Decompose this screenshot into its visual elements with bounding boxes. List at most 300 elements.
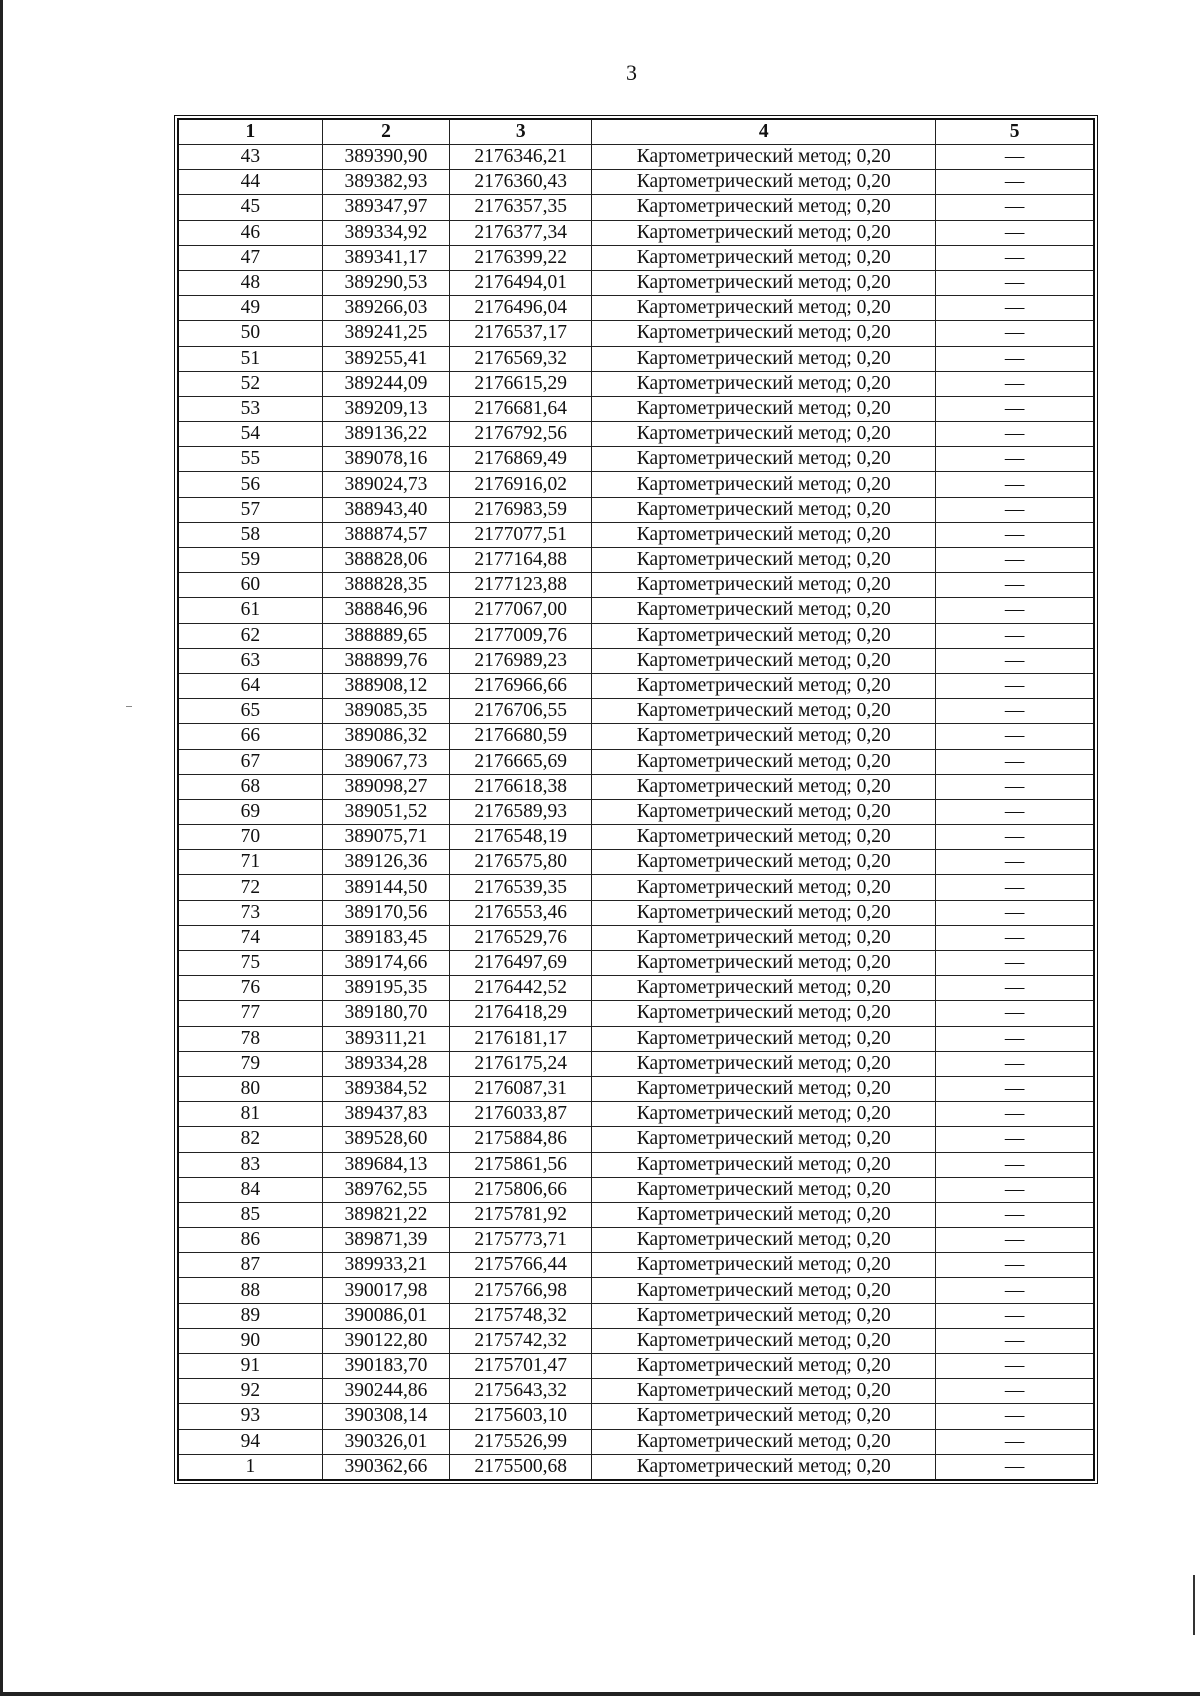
method-accuracy-cell: Картометрический метод; 0,20 — [592, 1253, 936, 1278]
x-coordinate-cell: 389311,21 — [322, 1026, 449, 1051]
y-coordinate-cell: 2177077,51 — [450, 522, 592, 547]
method-accuracy-cell: Картометрический метод; 0,20 — [592, 321, 936, 346]
note-cell: — — [936, 1202, 1094, 1227]
note-cell: — — [936, 1001, 1094, 1026]
x-coordinate-cell: 388874,57 — [322, 522, 449, 547]
x-coordinate-cell: 390326,01 — [322, 1429, 449, 1454]
y-coordinate-cell: 2176916,02 — [450, 472, 592, 497]
table-row — [178, 321, 1094, 346]
table-row — [178, 245, 1094, 270]
note-cell: — — [936, 623, 1094, 648]
note-cell: — — [936, 321, 1094, 346]
x-coordinate-cell: 389098,27 — [322, 774, 449, 799]
x-coordinate-cell: 389684,13 — [322, 1152, 449, 1177]
note-cell: — — [936, 170, 1094, 195]
note-cell: — — [936, 195, 1094, 220]
x-coordinate-cell: 389382,93 — [322, 170, 449, 195]
x-coordinate-cell: 389334,92 — [322, 220, 449, 245]
point-number-cell: 81 — [178, 1102, 322, 1127]
note-cell: — — [936, 346, 1094, 371]
x-coordinate-cell: 389126,36 — [322, 850, 449, 875]
point-number-cell: 57 — [178, 497, 322, 522]
table-row — [178, 371, 1094, 396]
y-coordinate-cell: 2176966,66 — [450, 673, 592, 698]
point-number-cell: 45 — [178, 195, 322, 220]
point-number-cell: 53 — [178, 396, 322, 421]
table-row — [178, 145, 1094, 170]
table-row — [178, 497, 1094, 522]
method-accuracy-cell: Картометрический метод; 0,20 — [592, 220, 936, 245]
point-number-cell: 78 — [178, 1026, 322, 1051]
table-row — [178, 573, 1094, 598]
y-coordinate-cell: 2176548,19 — [450, 825, 592, 850]
point-number-cell: 82 — [178, 1127, 322, 1152]
scan-artifact — [1193, 1575, 1195, 1635]
y-coordinate-cell: 2176033,87 — [450, 1102, 592, 1127]
table-row — [178, 396, 1094, 421]
x-coordinate-cell: 389347,97 — [322, 195, 449, 220]
scan-artifact-dot — [126, 706, 132, 707]
method-accuracy-cell: Картометрический метод; 0,20 — [592, 170, 936, 195]
table-row — [178, 1328, 1094, 1353]
table-row — [178, 925, 1094, 950]
x-coordinate-cell: 388889,65 — [322, 623, 449, 648]
method-accuracy-cell: Картометрический метод; 0,20 — [592, 145, 936, 170]
y-coordinate-cell: 2176442,52 — [450, 976, 592, 1001]
y-coordinate-cell: 2176181,17 — [450, 1026, 592, 1051]
table-row — [178, 1051, 1094, 1076]
note-cell: — — [936, 598, 1094, 623]
x-coordinate-cell: 389136,22 — [322, 422, 449, 447]
y-coordinate-cell: 2175748,32 — [450, 1303, 592, 1328]
table-row — [178, 1379, 1094, 1404]
column-header-4: 4 — [592, 119, 936, 145]
y-coordinate-cell: 2176399,22 — [450, 245, 592, 270]
x-coordinate-cell: 389437,83 — [322, 1102, 449, 1127]
note-cell: — — [936, 548, 1094, 573]
point-number-cell: 56 — [178, 472, 322, 497]
point-number-cell: 70 — [178, 825, 322, 850]
method-accuracy-cell: Картометрический метод; 0,20 — [592, 472, 936, 497]
table-row — [178, 850, 1094, 875]
table-row — [178, 749, 1094, 774]
x-coordinate-cell: 389209,13 — [322, 396, 449, 421]
point-number-cell: 77 — [178, 1001, 322, 1026]
y-coordinate-cell: 2176496,04 — [450, 296, 592, 321]
method-accuracy-cell: Картометрический метод; 0,20 — [592, 749, 936, 774]
y-coordinate-cell: 2175861,56 — [450, 1152, 592, 1177]
coordinates-table-frame — [174, 115, 1098, 1484]
table-row — [178, 1001, 1094, 1026]
point-number-cell: 86 — [178, 1228, 322, 1253]
x-coordinate-cell: 389174,66 — [322, 951, 449, 976]
note-cell: — — [936, 825, 1094, 850]
note-cell: — — [936, 296, 1094, 321]
x-coordinate-cell: 389762,55 — [322, 1177, 449, 1202]
y-coordinate-cell: 2175766,44 — [450, 1253, 592, 1278]
point-number-cell: 94 — [178, 1429, 322, 1454]
point-number-cell: 76 — [178, 976, 322, 1001]
point-number-cell: 73 — [178, 900, 322, 925]
x-coordinate-cell: 389266,03 — [322, 296, 449, 321]
y-coordinate-cell: 2176575,80 — [450, 850, 592, 875]
method-accuracy-cell: Картометрический метод; 0,20 — [592, 1454, 936, 1480]
note-cell: — — [936, 447, 1094, 472]
method-accuracy-cell: Картометрический метод; 0,20 — [592, 875, 936, 900]
note-cell: — — [936, 1102, 1094, 1127]
method-accuracy-cell: Картометрический метод; 0,20 — [592, 1177, 936, 1202]
method-accuracy-cell: Картометрический метод; 0,20 — [592, 371, 936, 396]
point-number-cell: 89 — [178, 1303, 322, 1328]
point-number-cell: 63 — [178, 648, 322, 673]
method-accuracy-cell: Картометрический метод; 0,20 — [592, 1228, 936, 1253]
method-accuracy-cell: Картометрический метод; 0,20 — [592, 245, 936, 270]
table-row — [178, 522, 1094, 547]
note-cell: — — [936, 522, 1094, 547]
table-row — [178, 825, 1094, 850]
note-cell: — — [936, 673, 1094, 698]
point-number-cell: 52 — [178, 371, 322, 396]
point-number-cell: 59 — [178, 548, 322, 573]
method-accuracy-cell: Картометрический метод; 0,20 — [592, 422, 936, 447]
table-row — [178, 1303, 1094, 1328]
y-coordinate-cell: 2175701,47 — [450, 1354, 592, 1379]
note-cell: — — [936, 1454, 1094, 1480]
note-cell: — — [936, 976, 1094, 1001]
note-cell: — — [936, 699, 1094, 724]
y-coordinate-cell: 2176869,49 — [450, 447, 592, 472]
x-coordinate-cell: 389341,17 — [322, 245, 449, 270]
method-accuracy-cell: Картометрический метод; 0,20 — [592, 825, 936, 850]
method-accuracy-cell: Картометрический метод; 0,20 — [592, 1202, 936, 1227]
table-row — [178, 900, 1094, 925]
table-row — [178, 1152, 1094, 1177]
method-accuracy-cell: Картометрический метод; 0,20 — [592, 548, 936, 573]
note-cell: — — [936, 245, 1094, 270]
column-header-5: 5 — [936, 119, 1094, 145]
point-number-cell: 85 — [178, 1202, 322, 1227]
note-cell: — — [936, 371, 1094, 396]
point-number-cell: 88 — [178, 1278, 322, 1303]
y-coordinate-cell: 2176615,29 — [450, 371, 592, 396]
method-accuracy-cell: Картометрический метод; 0,20 — [592, 925, 936, 950]
y-coordinate-cell: 2176087,31 — [450, 1076, 592, 1101]
y-coordinate-cell: 2176680,59 — [450, 724, 592, 749]
table-row — [178, 195, 1094, 220]
x-coordinate-cell: 389144,50 — [322, 875, 449, 900]
table-row — [178, 270, 1094, 295]
method-accuracy-cell: Картометрический метод; 0,20 — [592, 850, 936, 875]
y-coordinate-cell: 2175643,32 — [450, 1379, 592, 1404]
table-header-row — [178, 119, 1094, 145]
x-coordinate-cell: 390017,98 — [322, 1278, 449, 1303]
x-coordinate-cell: 389384,52 — [322, 1076, 449, 1101]
point-number-cell: 51 — [178, 346, 322, 371]
method-accuracy-cell: Картометрический метод; 0,20 — [592, 396, 936, 421]
table-row — [178, 774, 1094, 799]
scan-edge-bottom — [0, 1692, 1200, 1696]
y-coordinate-cell: 2175806,66 — [450, 1177, 592, 1202]
note-cell: — — [936, 925, 1094, 950]
x-coordinate-cell: 389024,73 — [322, 472, 449, 497]
note-cell: — — [936, 1026, 1094, 1051]
x-coordinate-cell: 389180,70 — [322, 1001, 449, 1026]
y-coordinate-cell: 2176665,69 — [450, 749, 592, 774]
point-number-cell: 84 — [178, 1177, 322, 1202]
table-row — [178, 1102, 1094, 1127]
note-cell: — — [936, 1404, 1094, 1429]
note-cell: — — [936, 1152, 1094, 1177]
point-number-cell: 93 — [178, 1404, 322, 1429]
y-coordinate-cell: 2176553,46 — [450, 900, 592, 925]
point-number-cell: 91 — [178, 1354, 322, 1379]
column-header-1: 1 — [178, 119, 322, 145]
y-coordinate-cell: 2175884,86 — [450, 1127, 592, 1152]
method-accuracy-cell: Картометрический метод; 0,20 — [592, 1379, 936, 1404]
point-number-cell: 68 — [178, 774, 322, 799]
table-row — [178, 170, 1094, 195]
point-number-cell: 92 — [178, 1379, 322, 1404]
y-coordinate-cell: 2177164,88 — [450, 548, 592, 573]
y-coordinate-cell: 2176589,93 — [450, 799, 592, 824]
x-coordinate-cell: 389244,09 — [322, 371, 449, 396]
x-coordinate-cell: 389334,28 — [322, 1051, 449, 1076]
x-coordinate-cell: 389075,71 — [322, 825, 449, 850]
y-coordinate-cell: 2176346,21 — [450, 145, 592, 170]
table-row — [178, 296, 1094, 321]
table-row — [178, 1278, 1094, 1303]
point-number-cell: 80 — [178, 1076, 322, 1101]
x-coordinate-cell: 390308,14 — [322, 1404, 449, 1429]
point-number-cell: 83 — [178, 1152, 322, 1177]
method-accuracy-cell: Картометрический метод; 0,20 — [592, 447, 936, 472]
point-number-cell: 79 — [178, 1051, 322, 1076]
x-coordinate-cell: 389078,16 — [322, 447, 449, 472]
x-coordinate-cell: 389528,60 — [322, 1127, 449, 1152]
method-accuracy-cell: Картометрический метод; 0,20 — [592, 1152, 936, 1177]
note-cell: — — [936, 1379, 1094, 1404]
y-coordinate-cell: 2177067,00 — [450, 598, 592, 623]
method-accuracy-cell: Картометрический метод; 0,20 — [592, 1328, 936, 1353]
method-accuracy-cell: Картометрический метод; 0,20 — [592, 1404, 936, 1429]
method-accuracy-cell: Картометрический метод; 0,20 — [592, 1429, 936, 1454]
method-accuracy-cell: Картометрический метод; 0,20 — [592, 195, 936, 220]
coordinates-table — [177, 118, 1095, 1481]
y-coordinate-cell: 2176357,35 — [450, 195, 592, 220]
note-cell: — — [936, 573, 1094, 598]
point-number-cell: 50 — [178, 321, 322, 346]
table-body — [178, 145, 1094, 1480]
point-number-cell: 62 — [178, 623, 322, 648]
table-row — [178, 623, 1094, 648]
y-coordinate-cell: 2176494,01 — [450, 270, 592, 295]
x-coordinate-cell: 388828,35 — [322, 573, 449, 598]
point-number-cell: 64 — [178, 673, 322, 698]
y-coordinate-cell: 2176792,56 — [450, 422, 592, 447]
point-number-cell: 54 — [178, 422, 322, 447]
table-row — [178, 1127, 1094, 1152]
method-accuracy-cell: Картометрический метод; 0,20 — [592, 346, 936, 371]
y-coordinate-cell: 2176618,38 — [450, 774, 592, 799]
method-accuracy-cell: Картометрический метод; 0,20 — [592, 270, 936, 295]
method-accuracy-cell: Картометрический метод; 0,20 — [592, 573, 936, 598]
y-coordinate-cell: 2175781,92 — [450, 1202, 592, 1227]
method-accuracy-cell: Картометрический метод; 0,20 — [592, 522, 936, 547]
note-cell: — — [936, 1228, 1094, 1253]
note-cell: — — [936, 875, 1094, 900]
note-cell: — — [936, 1328, 1094, 1353]
method-accuracy-cell: Картометрический метод; 0,20 — [592, 1076, 936, 1101]
note-cell: — — [936, 422, 1094, 447]
table-row — [178, 1202, 1094, 1227]
table-row — [178, 875, 1094, 900]
point-number-cell: 58 — [178, 522, 322, 547]
x-coordinate-cell: 389290,53 — [322, 270, 449, 295]
y-coordinate-cell: 2176681,64 — [450, 396, 592, 421]
point-number-cell: 74 — [178, 925, 322, 950]
table-row — [178, 346, 1094, 371]
y-coordinate-cell: 2176497,69 — [450, 951, 592, 976]
method-accuracy-cell: Картометрический метод; 0,20 — [592, 951, 936, 976]
x-coordinate-cell: 389170,56 — [322, 900, 449, 925]
x-coordinate-cell: 388828,06 — [322, 548, 449, 573]
scan-edge-left — [0, 0, 3, 1696]
method-accuracy-cell: Картометрический метод; 0,20 — [592, 623, 936, 648]
y-coordinate-cell: 2175742,32 — [450, 1328, 592, 1353]
method-accuracy-cell: Картометрический метод; 0,20 — [592, 1354, 936, 1379]
point-number-cell: 49 — [178, 296, 322, 321]
note-cell: — — [936, 1354, 1094, 1379]
table-row — [178, 951, 1094, 976]
table-row — [178, 422, 1094, 447]
x-coordinate-cell: 389241,25 — [322, 321, 449, 346]
page-number: 3 — [626, 60, 637, 85]
point-number-cell: 46 — [178, 220, 322, 245]
y-coordinate-cell: 2176175,24 — [450, 1051, 592, 1076]
x-coordinate-cell: 388943,40 — [322, 497, 449, 522]
table-row — [178, 799, 1094, 824]
x-coordinate-cell: 390183,70 — [322, 1354, 449, 1379]
note-cell: — — [936, 648, 1094, 673]
column-header-2: 2 — [322, 119, 449, 145]
note-cell: — — [936, 1253, 1094, 1278]
point-number-cell: 44 — [178, 170, 322, 195]
note-cell: — — [936, 1076, 1094, 1101]
table-row — [178, 1354, 1094, 1379]
note-cell: — — [936, 270, 1094, 295]
y-coordinate-cell: 2176989,23 — [450, 648, 592, 673]
y-coordinate-cell: 2176983,59 — [450, 497, 592, 522]
x-coordinate-cell: 389183,45 — [322, 925, 449, 950]
table-row — [178, 1253, 1094, 1278]
method-accuracy-cell: Картометрический метод; 0,20 — [592, 900, 936, 925]
method-accuracy-cell: Картометрический метод; 0,20 — [592, 799, 936, 824]
note-cell: — — [936, 1051, 1094, 1076]
method-accuracy-cell: Картометрический метод; 0,20 — [592, 296, 936, 321]
y-coordinate-cell: 2175500,68 — [450, 1454, 592, 1480]
y-coordinate-cell: 2175603,10 — [450, 1404, 592, 1429]
point-number-cell: 90 — [178, 1328, 322, 1353]
table-row — [178, 699, 1094, 724]
point-number-cell: 72 — [178, 875, 322, 900]
table-row — [178, 548, 1094, 573]
table-row — [178, 1076, 1094, 1101]
method-accuracy-cell: Картометрический метод; 0,20 — [592, 1127, 936, 1152]
x-coordinate-cell: 389821,22 — [322, 1202, 449, 1227]
column-header-3: 3 — [450, 119, 592, 145]
note-cell: — — [936, 1127, 1094, 1152]
y-coordinate-cell: 2175526,99 — [450, 1429, 592, 1454]
table-row — [178, 1429, 1094, 1454]
table-row — [178, 220, 1094, 245]
note-cell: — — [936, 749, 1094, 774]
point-number-cell: 65 — [178, 699, 322, 724]
note-cell: — — [936, 472, 1094, 497]
table-row — [178, 1404, 1094, 1429]
x-coordinate-cell: 388908,12 — [322, 673, 449, 698]
x-coordinate-cell: 389195,35 — [322, 976, 449, 1001]
method-accuracy-cell: Картометрический метод; 0,20 — [592, 1102, 936, 1127]
point-number-cell: 87 — [178, 1253, 322, 1278]
point-number-cell: 55 — [178, 447, 322, 472]
point-number-cell: 69 — [178, 799, 322, 824]
y-coordinate-cell: 2177123,88 — [450, 573, 592, 598]
y-coordinate-cell: 2175766,98 — [450, 1278, 592, 1303]
table-row — [178, 724, 1094, 749]
method-accuracy-cell: Картометрический метод; 0,20 — [592, 1051, 936, 1076]
note-cell: — — [936, 799, 1094, 824]
point-number-cell: 48 — [178, 270, 322, 295]
point-number-cell: 61 — [178, 598, 322, 623]
y-coordinate-cell: 2176529,76 — [450, 925, 592, 950]
point-number-cell: 67 — [178, 749, 322, 774]
method-accuracy-cell: Картометрический метод; 0,20 — [592, 598, 936, 623]
table-row — [178, 1177, 1094, 1202]
note-cell: — — [936, 850, 1094, 875]
table-row — [178, 598, 1094, 623]
x-coordinate-cell: 388846,96 — [322, 598, 449, 623]
point-number-cell: 1 — [178, 1454, 322, 1480]
note-cell: — — [936, 396, 1094, 421]
y-coordinate-cell: 2176360,43 — [450, 170, 592, 195]
y-coordinate-cell: 2177009,76 — [450, 623, 592, 648]
point-number-cell: 66 — [178, 724, 322, 749]
y-coordinate-cell: 2176706,55 — [450, 699, 592, 724]
x-coordinate-cell: 390244,86 — [322, 1379, 449, 1404]
x-coordinate-cell: 389051,52 — [322, 799, 449, 824]
x-coordinate-cell: 389390,90 — [322, 145, 449, 170]
method-accuracy-cell: Картометрический метод; 0,20 — [592, 976, 936, 1001]
note-cell: — — [936, 900, 1094, 925]
y-coordinate-cell: 2176537,17 — [450, 321, 592, 346]
point-number-cell: 75 — [178, 951, 322, 976]
point-number-cell: 43 — [178, 145, 322, 170]
table-row — [178, 1228, 1094, 1253]
note-cell: — — [936, 220, 1094, 245]
note-cell: — — [936, 1429, 1094, 1454]
note-cell: — — [936, 1177, 1094, 1202]
table-row — [178, 673, 1094, 698]
method-accuracy-cell: Картометрический метод; 0,20 — [592, 1026, 936, 1051]
method-accuracy-cell: Картометрический метод; 0,20 — [592, 673, 936, 698]
x-coordinate-cell: 389085,35 — [322, 699, 449, 724]
method-accuracy-cell: Картометрический метод; 0,20 — [592, 724, 936, 749]
y-coordinate-cell: 2176539,35 — [450, 875, 592, 900]
x-coordinate-cell: 390362,66 — [322, 1454, 449, 1480]
x-coordinate-cell: 389871,39 — [322, 1228, 449, 1253]
note-cell: — — [936, 724, 1094, 749]
method-accuracy-cell: Картометрический метод; 0,20 — [592, 774, 936, 799]
